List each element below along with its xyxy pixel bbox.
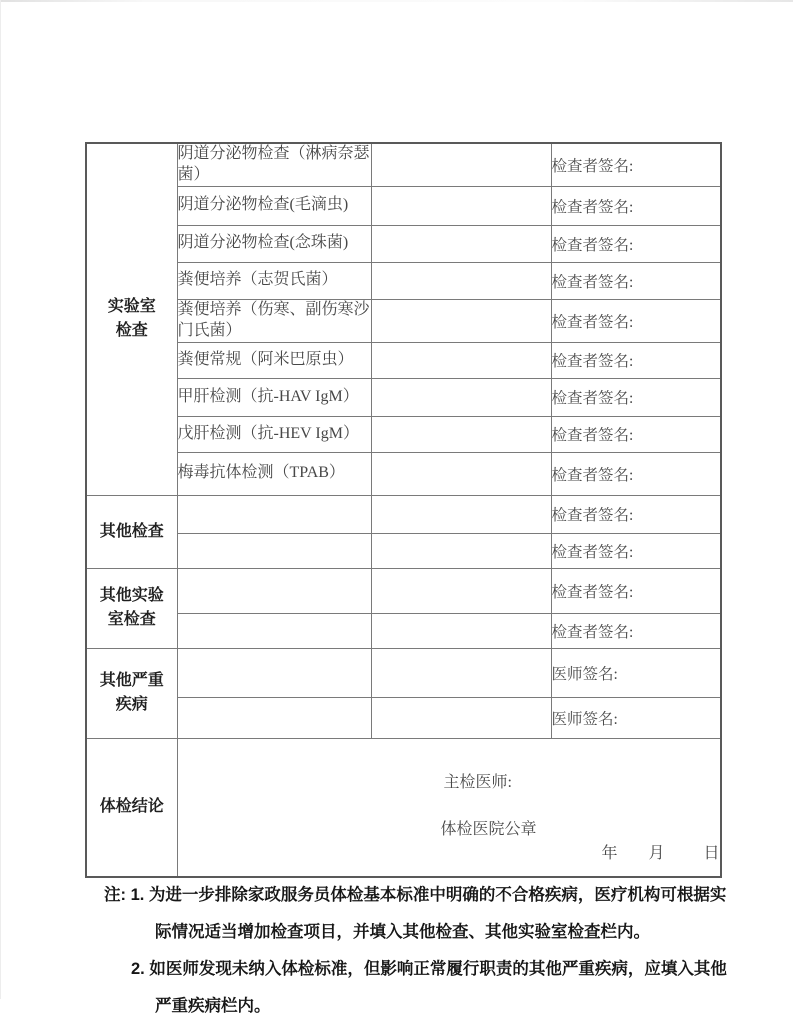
- signature-cell: 检查者签名:: [551, 262, 721, 299]
- date-year-label: 年: [601, 844, 618, 862]
- test-name-cell: [177, 648, 371, 697]
- hospital-seal-label: 体检医院公章: [440, 820, 537, 838]
- table-row: [86, 697, 721, 738]
- test-name-cell: [177, 568, 371, 613]
- result-cell: [371, 697, 551, 738]
- section-header-other-lab-line1: 其他实验: [99, 587, 164, 605]
- scan-artifact-top: [0, 0, 793, 2]
- section-header-conclusion-line1: 体检结论: [99, 798, 164, 816]
- footnote-line-4: 严重疾病栏内。: [155, 997, 271, 1015]
- footnote-line-1: 注: 1. 为进一步排除家政服务员体检基本标准中明确的不合格疾病，医疗机构可根据实: [104, 886, 727, 904]
- signature-cell: 医师签名:: [551, 697, 721, 738]
- test-name-cell: [177, 697, 371, 738]
- result-cell: [371, 378, 551, 416]
- section-header-other-disease: [86, 648, 177, 738]
- result-cell: [371, 648, 551, 697]
- signature-cell: 医师签名:: [551, 648, 721, 697]
- conclusion-cell: [177, 738, 721, 877]
- signature-cell: 检查者签名:: [551, 533, 721, 568]
- signature-cell: 检查者签名:: [551, 378, 721, 416]
- result-cell: [371, 262, 551, 299]
- section-header-other-exam-line1: 其他检查: [99, 522, 164, 540]
- section-header-other-disease-line1: 其他严重: [99, 672, 164, 690]
- footnotes: [104, 877, 736, 1025]
- test-name-cell: 甲肝检测（抗-HAV IgM）: [177, 378, 371, 416]
- result-cell: [371, 342, 551, 378]
- result-cell: [371, 416, 551, 452]
- table-row: [86, 495, 721, 533]
- result-cell: [371, 568, 551, 613]
- signature-cell: 检查者签名:: [551, 225, 721, 262]
- section-header-lab-line1: 实验室: [107, 298, 156, 316]
- table-row: [86, 533, 721, 568]
- result-cell: [371, 186, 551, 225]
- table-row: [86, 648, 721, 697]
- signature-cell: 检查者签名:: [551, 416, 721, 452]
- result-cell: [371, 533, 551, 568]
- table-row: [86, 738, 721, 877]
- scan-artifact-left: [0, 0, 1, 999]
- test-name-cell: 阴道分泌物检查(念珠菌): [177, 225, 371, 262]
- test-name-cell: 戊肝检测（抗-HEV IgM）: [177, 416, 371, 452]
- test-name-cell: 粪便培养（伤寒、副伤寒沙门氏菌）: [177, 299, 371, 342]
- table-row: [86, 299, 721, 342]
- test-name-cell: [177, 533, 371, 568]
- date-day-label: 日: [703, 844, 720, 862]
- table-row: [86, 568, 721, 613]
- signature-cell: 检查者签名:: [551, 613, 721, 648]
- table-row: [86, 342, 721, 378]
- table-row: [86, 186, 721, 225]
- result-cell: [371, 613, 551, 648]
- signature-cell: 检查者签名:: [551, 495, 721, 533]
- test-name-cell: 粪便常规（阿米巴原虫）: [177, 342, 371, 378]
- test-name-cell: 粪便培养（志贺氏菌）: [177, 262, 371, 299]
- section-header-conclusion: [86, 738, 177, 877]
- section-header-lab-line2: 检查: [115, 322, 148, 340]
- test-name-cell: [177, 613, 371, 648]
- result-cell: [371, 452, 551, 495]
- chief-physician-label: 主检医师:: [443, 773, 512, 791]
- test-name-cell: [177, 495, 371, 533]
- table-row: [86, 143, 721, 186]
- footnote-line-2: 际情况适当增加检查项目，并填入其他检查、其他实验室检查栏内。: [155, 923, 650, 941]
- signature-cell: 检查者签名:: [551, 299, 721, 342]
- footnote-line-3: 2. 如医师发现未纳入体检标准，但影响正常履行职责的其他严重疾病，应填入其他: [131, 960, 727, 978]
- result-cell: [371, 299, 551, 342]
- signature-cell: 检查者签名:: [551, 452, 721, 495]
- result-cell: [371, 495, 551, 533]
- test-name-cell: 阴道分泌物检查（淋病奈瑟菌）: [177, 143, 371, 186]
- date-month-label: 月: [648, 844, 665, 862]
- table-row: [86, 378, 721, 416]
- signature-cell: 检查者签名:: [551, 342, 721, 378]
- section-header-other-lab-line2: 室检查: [107, 611, 156, 629]
- signature-cell: 检查者签名:: [551, 568, 721, 613]
- result-cell: [371, 143, 551, 186]
- signature-cell: 检查者签名:: [551, 186, 721, 225]
- table-row: [86, 452, 721, 495]
- table-row: [86, 262, 721, 299]
- section-header-other-exam: [86, 495, 177, 568]
- signature-cell: 检查者签名:: [551, 143, 721, 186]
- section-header-other-disease-line2: 疾病: [115, 696, 148, 714]
- test-name-cell: 阴道分泌物检查(毛滴虫): [177, 186, 371, 225]
- table-row: [86, 225, 721, 262]
- section-header-other-lab: [86, 568, 177, 648]
- table-row: [86, 613, 721, 648]
- exam-form-table: [85, 142, 722, 878]
- table-row: [86, 416, 721, 452]
- result-cell: [371, 225, 551, 262]
- section-header-lab: [86, 143, 177, 495]
- test-name-cell: 梅毒抗体检测（TPAB）: [177, 452, 371, 495]
